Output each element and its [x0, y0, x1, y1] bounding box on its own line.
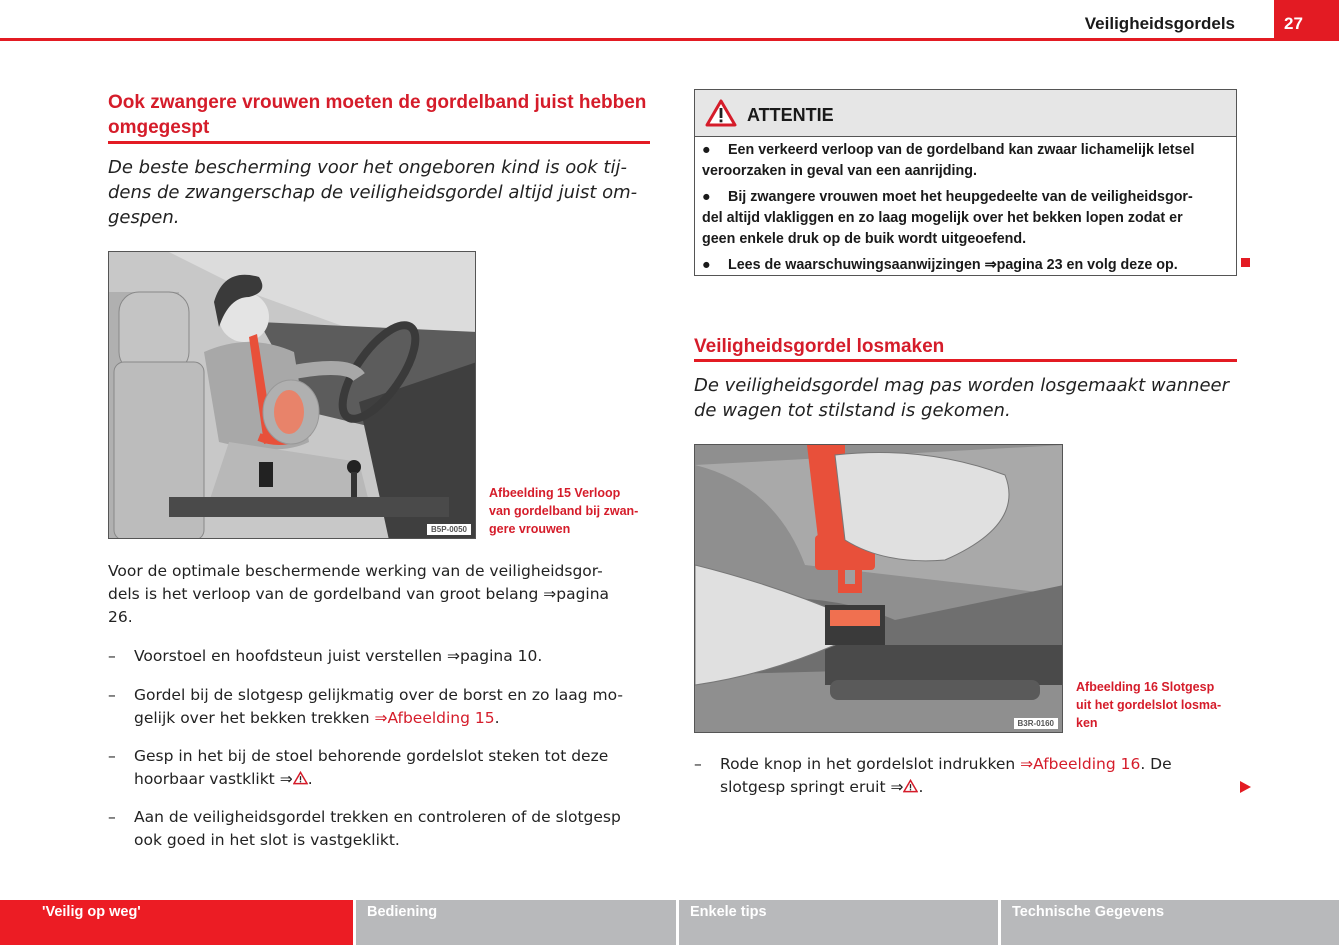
warning-triangle-icon: [705, 99, 737, 127]
left-heading: [108, 90, 653, 140]
step-text: . De: [1140, 755, 1172, 773]
step-check-buckle: [108, 806, 658, 852]
dash-bullet: –: [108, 747, 116, 765]
caption-line: Afbeelding 16 Slotgesp: [1076, 680, 1215, 694]
warning-triangle-icon[interactable]: [903, 779, 918, 793]
paragraph-line: Voor de optimale beschermende werking van de veiligheidsgor-: [108, 562, 603, 580]
bullet: ●: [702, 142, 711, 158]
bullet: ●: [702, 189, 711, 205]
figure-16-buckle-release: [694, 444, 1063, 733]
tab-veilig-op-weg[interactable]: 'Veilig op weg': [0, 900, 353, 945]
dash-bullet: –: [108, 647, 116, 665]
punctuation: .: [307, 770, 313, 788]
tab-bediening[interactable]: Bediening: [353, 900, 676, 945]
step-text: Gordel bij de slotgesp gelijkmatig over de borst en zo laag mo-: [134, 686, 623, 704]
item-text: Lees de waarschuwingsaanwijzingen ⇒pagina 23 en volg deze op.: [728, 257, 1178, 273]
section-title: Veiligheidsgordels: [1084, 14, 1235, 33]
heading-rule: [108, 141, 650, 144]
dash-bullet: –: [108, 686, 116, 704]
step-text-line2: [134, 768, 658, 791]
dash-bullet: –: [694, 755, 702, 773]
pregnant-driver-illustration: [109, 252, 476, 539]
item-text: veroorzaken in geval van een aanrijding.: [702, 163, 977, 179]
paragraph-line: dels is het verloop van de gordelband van groot belang ⇒pagina: [108, 585, 610, 603]
lead-line: De veiligheidsgordel mag pas worden losgemaakt wanneer: [694, 375, 1229, 396]
caption-line: uit het gordelslot losma-: [1076, 698, 1222, 712]
step-text: slotgesp springt eruit ⇒: [720, 778, 904, 796]
continue-arrow-icon: [1240, 781, 1251, 793]
buckle-release-illustration: [695, 445, 1063, 733]
step-text-line2: [720, 776, 1244, 799]
left-lead: [108, 155, 658, 230]
heading-line: omgegespt: [108, 117, 210, 138]
right-heading: Veiligheidsgordel losmaken: [694, 336, 945, 357]
attentie-warning-box: [694, 89, 1237, 276]
step-text-line1: [720, 753, 1244, 776]
punctuation: .: [494, 709, 500, 727]
step-text: ook goed in het slot is vastgeklikt.: [134, 831, 400, 849]
intro-paragraph: [108, 560, 658, 629]
caption-line: ken: [1076, 716, 1098, 730]
step-text-line2: [134, 707, 658, 730]
step-text: Voorstoel en hoofdsteun juist verstellen ⇒pagina 10.: [134, 647, 543, 665]
attentie-body: [695, 137, 1236, 276]
figure-code: B3R-0160: [1014, 718, 1058, 729]
step-text: Aan de veiligheidsgordel trekken en controleren of de slotgesp: [134, 808, 621, 826]
item-text: del altijd vlakliggen en zo laag mogelijk over het bekken lopen zodat er: [702, 210, 1183, 226]
step-text: hoorbaar vastklikt ⇒: [134, 770, 293, 788]
item-text: geen enkele druk op de buik wordt uitgeoefend.: [702, 231, 1027, 247]
attentie-item: [702, 140, 1228, 182]
attentie-item: [702, 255, 1228, 276]
step-text: gelijk over het bekken trekken: [134, 709, 375, 727]
right-lead: [694, 373, 1254, 423]
figure-code: B5P-0050: [427, 524, 471, 535]
figure-16-caption: [1076, 678, 1246, 732]
caption-line: gere vrouwen: [489, 522, 571, 536]
figure-15-link[interactable]: ⇒Afbeelding 15: [374, 709, 495, 727]
heading-rule: [694, 359, 1237, 362]
header-rule: [0, 38, 1274, 41]
item-text: Een verkeerd verloop van de gordelband kan zwaar lichamelijk letsel: [728, 142, 1195, 158]
section-end-marker: [1241, 258, 1250, 267]
step-adjust-seat: [108, 645, 658, 668]
heading-line: Ook zwangere vrouwen moeten de gordelband juist hebben: [108, 92, 647, 113]
paragraph-line: 26.: [108, 608, 133, 626]
dash-bullet: –: [108, 808, 116, 826]
warning-triangle-icon[interactable]: [293, 771, 308, 785]
step-press-red-button: [694, 753, 1244, 799]
page-number: 27: [1274, 0, 1339, 41]
caption-line: Afbeelding 15 Verloop: [489, 486, 621, 500]
lead-line: de wagen tot stilstand is gekomen.: [694, 400, 1011, 421]
figure-16-link[interactable]: ⇒Afbeelding 16: [1020, 755, 1141, 773]
item-text: Bij zwangere vrouwen moet het heupgedeelte van de veiligheidsgor-: [728, 189, 1193, 205]
tab-enkele-tips[interactable]: Enkele tips: [676, 900, 998, 945]
lead-line: De beste bescherming voor het ongeboren kind is ook tij-: [108, 157, 627, 178]
lead-line: gespen.: [108, 207, 180, 228]
punctuation: .: [918, 778, 924, 796]
step-text: Rode knop in het gordelslot indrukken: [720, 755, 1021, 773]
chapter-nav: [0, 900, 1339, 945]
bullet: ●: [702, 257, 711, 273]
figure-15-caption: [489, 484, 659, 538]
attentie-title: ATTENTIE: [747, 105, 834, 125]
figure-15-pregnant-driver: [108, 251, 476, 539]
step-insert-buckle: [108, 745, 658, 791]
lead-line: dens de zwangerschap de veiligheidsgordel altijd juist om-: [108, 182, 638, 203]
caption-line: van gordelband bij zwan-: [489, 504, 639, 518]
tab-technische-gegevens[interactable]: Technische Gegevens: [998, 900, 1339, 945]
attentie-header: [695, 90, 1236, 137]
step-text: Gesp in het bij de stoel behorende gordelslot steken tot deze: [134, 747, 609, 765]
attentie-item: [702, 187, 1228, 250]
step-pull-belt-low: [108, 684, 658, 730]
